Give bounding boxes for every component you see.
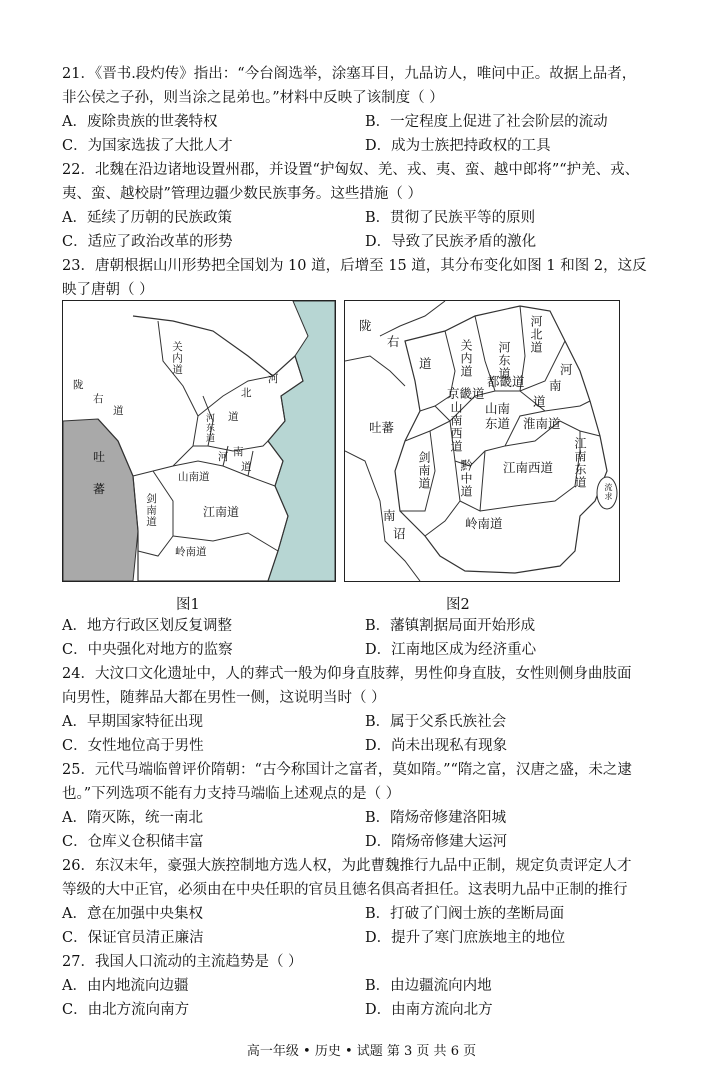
map2-label-henan-dao: 道	[533, 394, 546, 409]
q25-option-d: D．隋炀帝修建大运河	[365, 834, 508, 850]
map1-label-henan-he: 河	[218, 451, 229, 463]
map2-label-henan-nan: 南	[549, 378, 562, 393]
q23-stem-line2: 映了唐朝（ ）	[62, 282, 154, 298]
map2-label-dao: 道	[419, 356, 432, 371]
map2-label-jingji: 京畿道	[447, 386, 485, 401]
q24-option-d: D．尚未出现私有现象	[365, 738, 508, 754]
map2-label-hedong: 河东道	[497, 341, 511, 380]
map1-label-longyou-dao: 道	[113, 405, 124, 417]
map2-label-qianzhong: 黔中道	[459, 459, 473, 498]
map-fig2	[344, 300, 620, 582]
q27-option-d: D．由南方流向北方	[365, 1002, 493, 1018]
map2-label-zhao: 诏	[393, 526, 406, 541]
map1-label-hedong: 河东道	[204, 413, 214, 443]
q26-option-a: A．意在加强中央集权	[62, 906, 203, 922]
map2-label-lingnan: 岭南道	[465, 516, 503, 531]
q26-stem-line2: 等级的大中正官，必须由在中央任职的官员且德名俱高者担任。这表明九品中正制的推行	[62, 882, 628, 898]
q22-option-b: B．贯彻了民族平等的原则	[365, 210, 536, 226]
map1-label-tubo-1: 吐	[93, 450, 106, 464]
map2-label-nan: 南	[383, 508, 396, 523]
q22-option-c: C．适应了政治改革的形势	[62, 234, 233, 250]
q24-stem-line1: 24．大汶口文化遗址中，人的葬式一般为仰身直肢葬，男性仰身直肢，女性则侧身曲肢面	[62, 666, 632, 682]
map1-label-guannei: 关内道	[171, 341, 183, 376]
q21-option-b: B．一定程度上促进了社会阶层的流动	[365, 114, 608, 130]
q21-stem-line1: 21．《晋书.段灼传》指出：“今台阁选举，涂塞耳目，九品访人，唯问中正。故据上品者，	[62, 66, 637, 82]
q26-option-b: B．打破了门阀士族的垄断局面	[365, 906, 565, 922]
map1-label-hebei-bei: 北	[241, 387, 252, 399]
q21-option-c: C．为国家选拔了大批人才	[62, 138, 233, 154]
map2-label-jiannan: 剑南道	[417, 451, 431, 490]
q27-option-b: B．由边疆流向内地	[365, 978, 492, 994]
map1-label-jiangnan: 江南道	[203, 505, 240, 519]
map1-label-lingnan: 岭南道	[175, 546, 207, 558]
map2-label-you: 右	[387, 334, 400, 349]
map1-label-shannan: 山南道	[178, 471, 210, 483]
q23-option-c: C．中央强化对地方的监察	[62, 642, 233, 658]
q26-option-c: C．保证官员清正廉洁	[62, 930, 204, 946]
q22-stem-line1: 22．北魏在沿边诸地设置州郡，并设置“护匈奴、羌、戎、夷、蛮、越中郎将”“护羌、戎、	[62, 162, 640, 178]
q26-stem-line1: 26．东汉末年，豪强大族控制地方选人权，为此曹魏推行九品中正制，规定负责评定人才	[62, 858, 632, 874]
q22-option-d: D．导致了民族矛盾的激化	[365, 234, 537, 250]
q22-stem-line2: 夷、蛮、越校尉”管理边疆少数民族事务。这些措施（ ）	[62, 186, 423, 202]
q24-option-b: B．属于父系氏族社会	[365, 714, 507, 730]
map1-label-hebei-dao: 道	[228, 411, 239, 423]
map-fig1	[62, 300, 336, 582]
map1-label-jiannan: 剑南道	[145, 493, 157, 528]
q23-stem-line1: 23．唐朝根据山川形势把全国划为 10 道，后增至 15 道，其分布变化如图 1 和图 2，这反	[62, 258, 647, 274]
q23-option-d: D．江南地区成为经济重心	[365, 642, 537, 658]
q21-stem-line2: 非公侯之子孙，则当涂之昆弟也。”材料中反映了该制度（ ）	[62, 90, 444, 106]
map1-label-henan-dao: 道	[241, 461, 252, 473]
q25-stem-line1: 25．元代马端临曾评价隋朝：“古今称国计之富者，莫如隋。”“隋之富，汉唐之盛，未之逮	[62, 762, 632, 778]
fig2-caption: 图2	[446, 597, 470, 613]
q25-option-a: A．隋灭陈，统一南北	[62, 810, 203, 826]
map2-label-shannanxi: 山南西道	[449, 401, 463, 453]
q25-option-c: C．仓库义仓积储丰富	[62, 834, 204, 850]
map1-label-longyou-long: 陇	[73, 379, 84, 391]
map2-label-liuqiu: 流求	[604, 483, 613, 501]
map2-label-huainan: 淮南道	[523, 416, 561, 431]
map1-label-tubo-2: 蕃	[93, 482, 106, 496]
q21-option-d: D．成为士族把持政权的工具	[365, 138, 551, 154]
map2-label-long: 陇	[359, 318, 372, 333]
page-footer: 高一年级 • 历史 • 试题 第 3 页 共 6 页	[246, 1044, 477, 1059]
map1-drawing	[63, 301, 335, 581]
q23-option-a: A．地方行政区划反复调整	[62, 618, 232, 634]
q24-option-a: A．早期国家特征出现	[62, 714, 203, 730]
fig1-caption: 图1	[176, 597, 200, 613]
map2-label-shannandong: 山南东道	[485, 401, 511, 431]
tang-maps	[62, 300, 622, 585]
q27-option-a: A．由内地流向边疆	[62, 978, 189, 994]
q22-option-a: A．延续了历朝的民族政策	[62, 210, 232, 226]
map1-label-longyou-you: 右	[93, 393, 104, 405]
map2-label-jiangnandong: 江南东道	[573, 437, 587, 489]
map1-label-henan-nan: 南	[233, 446, 244, 458]
map2-label-hebei: 河北道	[529, 315, 543, 354]
q27-stem-line1: 27．我国人口流动的主流趋势是（ ）	[62, 954, 303, 970]
q25-option-b: B．隋炀帝修建洛阳城	[365, 810, 507, 826]
q27-option-c: C．由北方流向南方	[62, 1002, 190, 1018]
q23-option-b: B．藩镇割据局面开始形成	[365, 618, 536, 634]
q26-option-d: D．提升了寒门庶族地主的地位	[365, 930, 566, 946]
q21-option-a: A．废除贵族的世袭特权	[62, 114, 218, 130]
q24-option-c: C．女性地位高于男性	[62, 738, 204, 754]
map2-label-guannei: 关内道	[459, 339, 473, 378]
map2-label-tubo: 吐蕃	[369, 420, 395, 435]
q25-stem-line2: 也。”下列选项不能有力支持马端临上述观点的是（ ）	[62, 786, 401, 802]
q24-stem-line2: 向男性，随葬品大都在男性一侧，这说明当时（ ）	[62, 690, 386, 706]
map2-label-jiangnanxi: 江南西道	[503, 460, 554, 475]
map2-label-henan-he: 河	[560, 362, 573, 377]
map1-label-hebei-he: 河	[268, 373, 279, 385]
map2-label-duji: 都畿道	[487, 374, 525, 389]
